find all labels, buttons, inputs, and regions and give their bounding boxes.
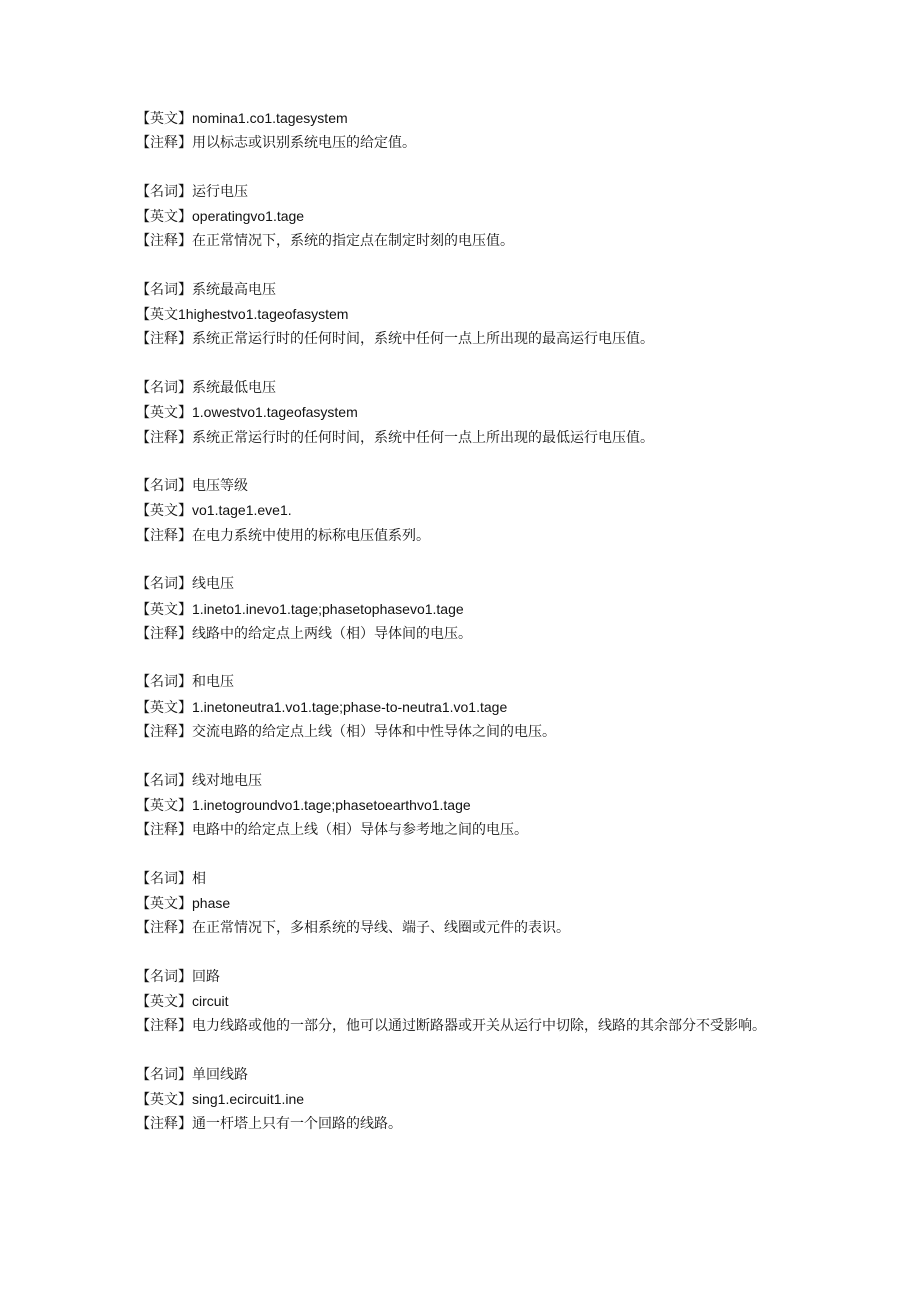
note-text: 系统正常运行时的任何时间，系统中任何一点上所出现的最高运行电压值。 [192, 331, 654, 348]
note-text: 在正常情况下，多相系统的导线、端子、线圈或元件的表识。 [192, 920, 570, 937]
note-line [136, 1014, 786, 1038]
term-text: 系统最低电压 [192, 380, 276, 397]
note-tag: 【注释】 [136, 527, 192, 544]
english-line [136, 597, 786, 622]
note-line [136, 229, 786, 253]
note-tag: 【注释】 [136, 920, 192, 937]
term-tag: 【名词】 [136, 1066, 192, 1083]
english-line [136, 793, 786, 818]
english-text: 【英文】sing1.ecircuit1.ine [136, 1091, 305, 1108]
english-line [136, 400, 786, 425]
english-text: 【英文】nomina1.co1.tagesystem [136, 110, 348, 126]
note-text: 电路中的给定点上线（相）导体与参考地之间的电压。 [192, 821, 528, 838]
note-line [136, 622, 786, 646]
glossary-entry [136, 376, 786, 450]
term-line [136, 474, 786, 498]
english-text: 【英文】1.owestvo1.tageofasystem [136, 404, 358, 421]
english-line [136, 891, 786, 916]
term-tag: 【名词】 [136, 478, 192, 495]
glossary-entry [136, 965, 786, 1039]
english-text: 【英文】vo1.tage1.eve1. [136, 502, 292, 519]
glossary-entry [136, 180, 786, 254]
term-tag: 【名词】 [136, 183, 192, 200]
term-tag: 【名词】 [136, 772, 192, 789]
term-line [136, 278, 786, 302]
note-tag: 【注释】 [136, 429, 192, 446]
note-line [136, 720, 786, 744]
note-tag: 【注释】 [136, 331, 192, 348]
glossary-entry [136, 106, 786, 155]
term-tag: 【名词】 [136, 380, 192, 397]
english-line [136, 695, 786, 720]
note-tag: 【注释】 [136, 233, 192, 250]
note-text: 系统正常运行时的任何时间，系统中任何一点上所出现的最低运行电压值。 [192, 429, 654, 446]
note-text: 在电力系统中使用的标称电压值系列。 [192, 527, 430, 544]
note-tag: 【注释】 [136, 1018, 192, 1035]
term-text: 线电压 [192, 576, 234, 593]
english-line [136, 989, 786, 1014]
english-text: 【英文】circuit [136, 992, 229, 1009]
english-text: 【英文】1.inetogroundvo1.tage;phasetoearthvo1.tage [136, 796, 471, 813]
note-text: 用以标志或识别系统电压的给定值。 [192, 135, 416, 152]
term-line [136, 376, 786, 400]
english-text: 【英文】operatingvo1.tage [136, 208, 305, 225]
term-tag: 【名词】 [136, 576, 192, 593]
note-line [136, 327, 786, 351]
term-text: 运行电压 [192, 183, 248, 200]
note-tag: 【注释】 [136, 723, 192, 740]
english-line [136, 1087, 786, 1112]
term-line [136, 965, 786, 989]
note-line [136, 818, 786, 842]
note-text: 通一杆塔上只有一个回路的线路。 [192, 1116, 402, 1133]
note-tag: 【注释】 [136, 135, 192, 152]
note-tag: 【注释】 [136, 625, 192, 642]
glossary-entry [136, 474, 786, 548]
term-text: 线对地电压 [192, 772, 262, 789]
term-line [136, 769, 786, 793]
term-line [136, 867, 786, 891]
term-tag: 【名词】 [136, 968, 192, 985]
english-line [136, 498, 786, 523]
term-line [136, 572, 786, 596]
note-tag: 【注释】 [136, 1116, 192, 1133]
note-line [136, 131, 786, 155]
note-line [136, 1112, 786, 1136]
english-text: 【英文】1.ineto1.inevo1.tage;phasetophasevo1.tage [136, 600, 464, 617]
term-text: 回路 [192, 968, 220, 985]
english-text: 【英文】1.inetoneutra1.vo1.tage;phase-to-neutra1.vo1.tage [136, 698, 508, 715]
note-text: 在正常情况下，系统的指定点在制定时刻的电压值。 [192, 233, 514, 250]
glossary-entry [136, 670, 786, 744]
term-tag: 【名词】 [136, 870, 192, 887]
note-line [136, 916, 786, 940]
note-text: 线路中的给定点上两线（相）导体间的电压。 [192, 625, 472, 642]
note-text: 电力线路或他的一部分，他可以通过断路器或开关从运行中切除，线路的其余部分不受影响。 [192, 1018, 766, 1035]
english-line [136, 302, 786, 327]
term-line [136, 1063, 786, 1087]
term-text: 单回线路 [192, 1066, 248, 1083]
english-text: 【英文1highestvo1.tageofasystem [136, 306, 349, 323]
english-text: 【英文】phase [136, 894, 231, 911]
term-line [136, 180, 786, 204]
term-line [136, 670, 786, 694]
glossary-document [136, 106, 786, 1161]
note-line [136, 524, 786, 548]
english-line [136, 106, 786, 131]
term-text: 相 [192, 870, 206, 887]
glossary-entry [136, 769, 786, 843]
note-text: 交流电路的给定点上线（相）导体和中性导体之间的电压。 [192, 723, 556, 740]
term-tag: 【名词】 [136, 674, 192, 691]
glossary-entry [136, 278, 786, 352]
glossary-entry [136, 572, 786, 646]
note-tag: 【注释】 [136, 821, 192, 838]
note-line [136, 426, 786, 450]
term-text: 系统最高电压 [192, 282, 276, 299]
english-line [136, 204, 786, 229]
term-text: 电压等级 [192, 478, 248, 495]
glossary-entry [136, 1063, 786, 1137]
term-tag: 【名词】 [136, 282, 192, 299]
term-text: 和电压 [192, 674, 234, 691]
glossary-entry [136, 867, 786, 941]
